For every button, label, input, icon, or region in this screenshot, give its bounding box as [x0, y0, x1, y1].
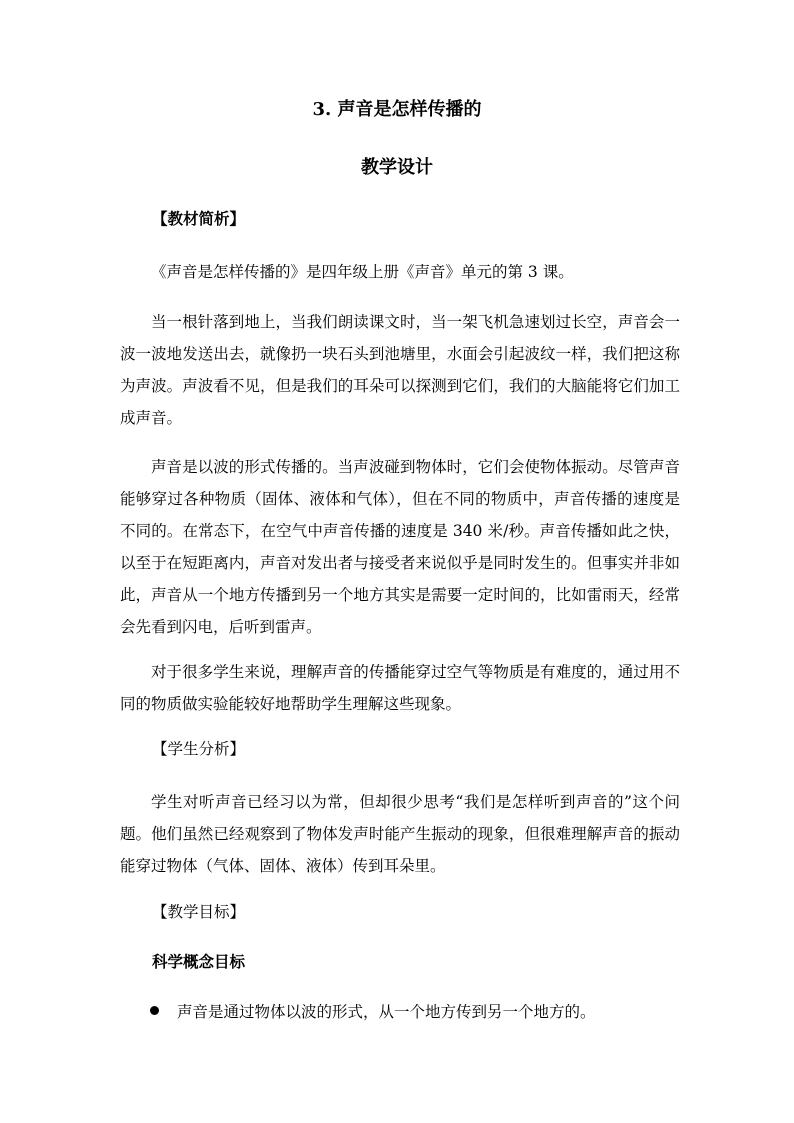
paragraph-material-1: 当一根针落到地上，当我们朗读课文时，当一架飞机急速划过长空，声音会一波一波地发送出去，就像扔一块石头到池塘里，水面会引起波纹一样，我们把这称为声波。声波看不见，但是我们的耳朵可以探测到它们，我们的大脑能将它们加工成声音。 [120, 313, 680, 427]
document-title: 3. 声音是怎样传播的 [312, 99, 482, 120]
section-heading-material: 【教材简析】 [152, 209, 246, 228]
paragraph-student-1: 学生对听声音已经习以为常，但却很少思考“我们是怎样听到声音的”这个问题。他们虽然已经观察到了物体发声时能产生振动的现象，但很难理解声音的振动能穿过物体（气体、固体、液体）传到耳朵里。 [120, 793, 680, 875]
section-heading-student: 【学生分析】 [152, 740, 246, 758]
bullet-text: 声音是通过物体以波的形式，从一个地方传到另一个地方的。 [177, 1003, 596, 1021]
subheading-science-concept: 科学概念目标 [152, 952, 246, 971]
bullet-item [150, 996, 596, 1028]
paragraph-material-intro: 《声音是怎样传播的》是四年级上册《声音》单元的第 3 课。 [151, 263, 574, 281]
document-subtitle: 教学设计 [361, 157, 433, 178]
section-heading-goals: 【教学目标】 [152, 903, 246, 921]
paragraph-material-3: 对于很多学生来说，理解声音的传播能穿过空气等物质是有难度的，通过用不同的物质做实验能较好地帮助学生理解这些现象。 [120, 663, 680, 713]
bullet-dot-icon [150, 1006, 159, 1015]
paragraph-material-2: 声音是以波的形式传播的。当声波碰到物体时，它们会使物体振动。尽管声音能够穿过各种物质（固体、液体和气体），但在不同的物质中，声音传播的速度是不同的。在常态下，在空气中声音传播的速度是 340 米/秒。声音传播如此之快，以至于在短距离内，声音对发出者与接受者来说似乎是同时发生的。但事实并非如此，声音从一个地方传播到另一个地方其实是需要一定时间的，比如雷雨天，经常会先看到闪电，后听到雷声。 [120, 458, 680, 636]
